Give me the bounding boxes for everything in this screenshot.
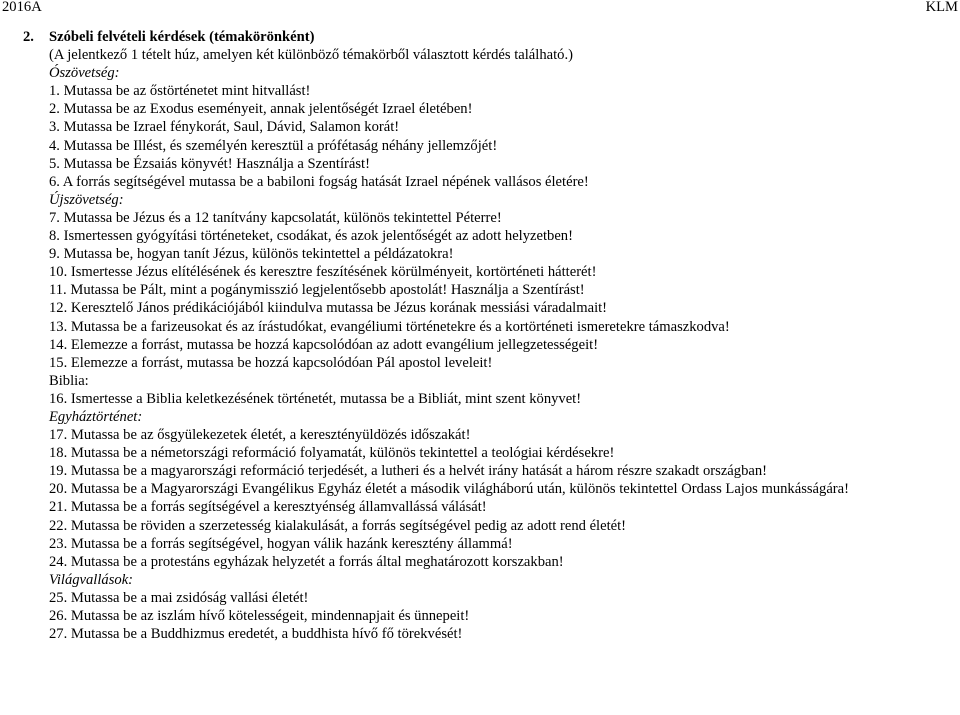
question-item: 3. Mutassa be Izrael fénykorát, Saul, Dávid, Salamon korát! [49,119,400,136]
section-heading: Újszövetség: [49,191,124,208]
question-item: 13. Mutassa be a farizeusokat és az írástudókat, evangéliumi történetekre és a kortörténeti ismeretekre támaszkodva! [49,318,730,335]
header-left-code: 2016A [2,0,42,15]
question-item: 8. Ismertessen gyógyítási történeteket, csodákat, és azok jelentőségét az adott helyzetben! [49,228,573,245]
question-item: 11. Mutassa be Pált, mint a pogánymisszió legjelentősebb apostolát! Használja a Szentírást! [49,282,585,299]
document-body [23,28,954,643]
question-item: 10. Ismertesse Jézus elítélésének és keresztre feszítésének körülményeit, kortörténeti hátterét! [49,264,597,281]
section-ujszovetseg [49,191,954,372]
question-item: 18. Mutassa be a németországi reformáció folyamatát, különös tekintettel a teológiai kérdésekre! [49,445,615,462]
question-item: 12. Keresztelő János prédikációjából kiindulva mutassa be Jézus korának messiási váradalmait! [49,300,608,317]
question-item: 6. A forrás segítségével mutassa be a babiloni fogság hatását Izrael népének vallásos életére! [49,173,589,190]
section-vilagvallasok [49,571,954,643]
question-item: 22. Mutassa be röviden a szerzetesség kialakulását, a forrás segítségével pedig az adott rend életét! [49,517,627,534]
question-item: 19. Mutassa be a magyarországi reformáció terjedését, a lutheri és a helvét irány hatását a három részre szakadt országban! [49,463,768,480]
question-item: 25. Mutassa be a mai zsidóság vallási életét! [49,589,309,606]
question-item: 21. Mutassa be a forrás segítségével a keresztyénség államvallássá válását! [49,499,487,516]
question-item: 26. Mutassa be az iszlám hívő kötelességeit, mindennapjait és ünnepeit! [49,608,470,624]
page-header [0,0,960,18]
question-item: 23. Mutassa be a forrás segítségével, hogyan válik hazánk keresztény állammá! [49,535,513,552]
question-item: 9. Mutassa be, hogyan tanít Jézus, különös tekintettel a példázatokra! [49,246,454,263]
question-item: 27. Mutassa be a Buddhizmus eredetét, a buddhista hívő fő törekvését! [49,626,463,643]
header-right-initials: KLM [925,0,958,15]
section-heading: Ószövetség: [49,65,120,82]
question-item: 20. Mutassa be a Magyarországi Evangélikus Egyház életét a második világháború után, különös tekintettel Ordass Lajos munkásságára! [49,481,849,498]
question-item: 7. Mutassa be Jézus és a 12 tanítvány kapcsolatát, különös tekintettel Péterre! [49,209,502,226]
document-title [23,28,954,46]
section-egyhaztortenet [49,408,954,571]
question-item: 5. Mutassa be Ézsaiás könyvét! Használja a Szentírást! [49,155,370,172]
question-item: 15. Elemezze a forrást, mutassa be hozzá kapcsolódóan Pál apostol leveleit! [49,354,493,371]
question-item: 16. Ismertesse a Biblia keletkezésének történetét, mutassa be a Bibliát, mint szent könyvet! [49,390,582,407]
title-number: 2. [23,29,34,45]
section-heading: Világvallások: [49,571,134,588]
question-item: 24. Mutassa be a protestáns egyházak helyzetét a forrás által meghatározott korszakban! [49,553,564,570]
section-oszovetseg [49,64,954,191]
section-heading: Egyháztörténet: [49,408,143,425]
sections-container [49,64,954,643]
question-item: 2. Mutassa be az Exodus eseményeit, annak jelentőségét Izrael életében! [49,101,473,118]
question-item: 14. Elemezze a forrást, mutassa be hozzá kapcsolódóan az adott evangélium jellegzetességeit! [49,336,599,353]
title-text: Szóbeli felvételi kérdések (témakörönként) [49,29,315,45]
question-item: 4. Mutassa be Illést, és személyén keresztül a prófétaság néhány jellemzőjét! [49,137,498,154]
section-heading: Biblia: [49,372,89,389]
question-item: 1. Mutassa be az őstörténetet mint hitvallást! [49,83,311,100]
section-biblia [49,372,954,408]
document-subtitle: (A jelentkező 1 tételt húz, amelyen két különböző témakörből választott kérdés található.) [49,47,573,64]
question-item: 17. Mutassa be az ősgyülekezetek életét, a keresztényüldözés időszakát! [49,427,471,444]
